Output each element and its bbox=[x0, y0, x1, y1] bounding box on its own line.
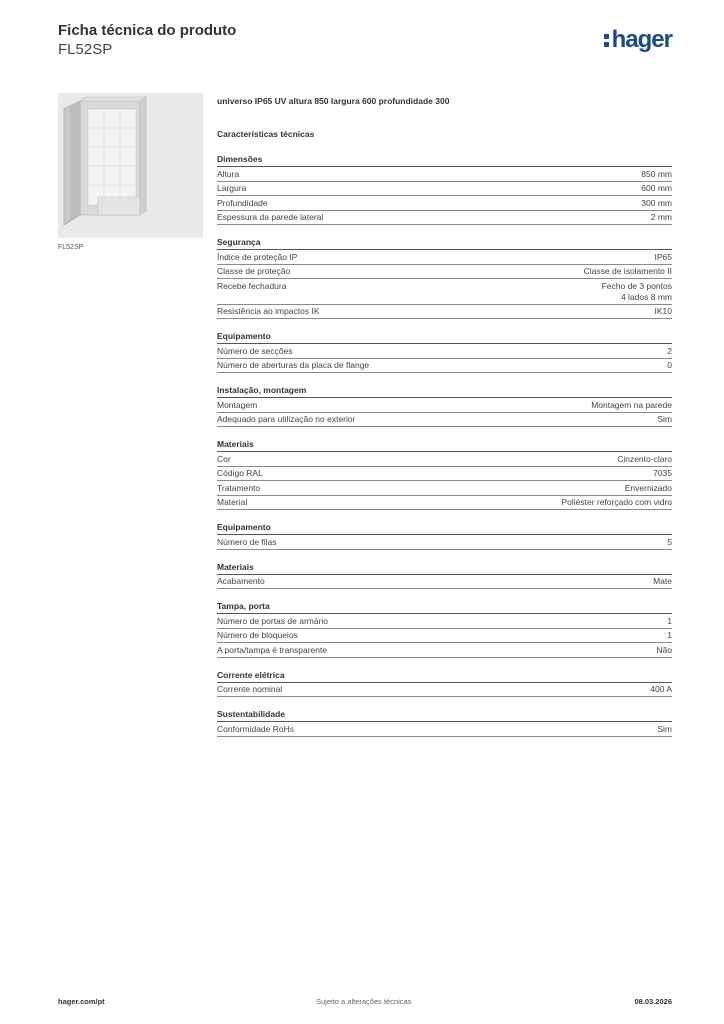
spec-row bbox=[217, 614, 672, 629]
spec-value-line: 1 bbox=[667, 615, 672, 626]
spec-value-line: 2 mm bbox=[650, 212, 672, 222]
spec-label: Acabamento bbox=[217, 576, 265, 586]
spec-label: Classe de proteção bbox=[217, 266, 291, 276]
spec-value bbox=[561, 497, 672, 508]
spec-row bbox=[217, 452, 672, 467]
spec-row bbox=[217, 279, 672, 305]
spec-label: Número de secções bbox=[217, 345, 293, 356]
spec-value bbox=[667, 537, 672, 548]
spec-value bbox=[591, 400, 672, 411]
spec-label: Adequado para utilização no exterior bbox=[217, 414, 356, 424]
spec-label: Conformidade RoHs bbox=[217, 723, 295, 734]
spec-value bbox=[667, 360, 672, 371]
section-title: Corrente elétrica bbox=[217, 670, 672, 683]
section-title: Materiais bbox=[217, 439, 672, 452]
page-footer bbox=[58, 997, 672, 1009]
spec-label: A porta/tampa é transparente bbox=[217, 644, 328, 655]
section-title: Dimensões bbox=[217, 154, 672, 167]
spec-value bbox=[641, 198, 672, 209]
spec-value bbox=[657, 724, 672, 735]
spec-value-line: 400 A bbox=[650, 684, 672, 694]
spec-row bbox=[217, 481, 672, 496]
spec-label: Material bbox=[217, 497, 248, 507]
spec-label: Espessura da parede lateral bbox=[217, 212, 324, 222]
spec-section bbox=[217, 439, 672, 510]
spec-label: Altura bbox=[217, 168, 240, 179]
spec-value bbox=[641, 169, 672, 180]
spec-value bbox=[625, 483, 672, 494]
spec-value-line: Poliéster reforçado com vidro bbox=[561, 497, 672, 507]
characteristics-title: Características técnicas bbox=[217, 129, 315, 139]
spec-value-line: IK10 bbox=[654, 306, 672, 316]
spec-label: Número de filas bbox=[217, 536, 277, 547]
spec-value-line: 300 mm bbox=[641, 197, 672, 208]
product-image bbox=[58, 93, 203, 238]
spec-row bbox=[217, 413, 672, 428]
spec-label: Número de bloqueios bbox=[217, 630, 298, 640]
spec-section bbox=[217, 601, 672, 658]
spec-label: Código RAL bbox=[217, 468, 263, 478]
spec-label: Número de portas de armário bbox=[217, 615, 329, 626]
spec-label: Montagem bbox=[217, 399, 258, 410]
section-title: Equipamento bbox=[217, 331, 672, 344]
spec-value-line: Fecho de 3 pontos bbox=[601, 280, 672, 291]
spec-label: Corrente nominal bbox=[217, 684, 283, 694]
spec-value bbox=[617, 454, 672, 465]
spec-value-line: Classe de isolamento II bbox=[583, 266, 672, 276]
spec-value bbox=[655, 306, 673, 317]
footer-website: hager.com/pt bbox=[58, 997, 105, 1006]
spec-value-line: 850 mm bbox=[641, 168, 672, 179]
spec-value-line: IP65 bbox=[654, 251, 672, 262]
spec-value-line: 600 mm bbox=[641, 183, 672, 193]
spec-section bbox=[217, 522, 672, 550]
spec-value-line: 1 bbox=[667, 630, 672, 640]
spec-value bbox=[655, 252, 673, 263]
section-title: Segurança bbox=[217, 237, 672, 250]
cabinet-illustration-icon bbox=[58, 93, 203, 238]
spec-row bbox=[217, 722, 672, 737]
spec-row bbox=[217, 196, 672, 211]
spec-value bbox=[656, 645, 672, 656]
spec-row bbox=[217, 167, 672, 182]
spec-section bbox=[217, 237, 672, 319]
spec-row bbox=[217, 182, 672, 197]
spec-value bbox=[641, 183, 672, 194]
spec-label: Cor bbox=[217, 453, 231, 464]
logo-dots-icon bbox=[604, 32, 610, 48]
spec-row bbox=[217, 398, 672, 413]
section-title: Materiais bbox=[217, 562, 672, 575]
spec-value bbox=[667, 630, 672, 641]
section-title: Equipamento bbox=[217, 522, 672, 535]
spec-section bbox=[217, 331, 672, 373]
spec-label: Tratamento bbox=[217, 482, 261, 493]
spec-label: Resistência ao impactos IK bbox=[217, 306, 320, 316]
spec-row bbox=[217, 643, 672, 658]
spec-row bbox=[217, 305, 672, 320]
spec-row bbox=[217, 211, 672, 226]
spec-value bbox=[651, 212, 672, 223]
spec-value bbox=[602, 281, 672, 303]
spec-section bbox=[217, 385, 672, 427]
spec-row bbox=[217, 250, 672, 265]
spec-label: Número de aberturas da placa de flange bbox=[217, 360, 370, 370]
section-title: Tampa, porta bbox=[217, 601, 672, 614]
spec-value-line: 0 bbox=[667, 360, 672, 370]
spec-label: Índice de proteção IP bbox=[217, 251, 298, 262]
spec-label: Recebe fechadura bbox=[217, 280, 287, 291]
spec-row bbox=[217, 344, 672, 359]
section-title: Sustentabilidade bbox=[217, 709, 672, 722]
spec-value-line: Não bbox=[656, 644, 672, 655]
spec-content bbox=[217, 96, 672, 737]
spec-row bbox=[217, 629, 672, 644]
spec-value bbox=[667, 616, 672, 627]
spec-value-line: 5 bbox=[667, 536, 672, 547]
spec-section bbox=[217, 154, 672, 225]
section-title: Instalação, montagem bbox=[217, 385, 672, 398]
spec-value bbox=[667, 346, 672, 357]
page-title: Ficha técnica do produto bbox=[58, 22, 237, 39]
spec-value-line: 2 bbox=[667, 345, 672, 356]
spec-section bbox=[217, 670, 672, 698]
spec-value-line: Mate bbox=[653, 576, 672, 586]
image-caption: FL52SP bbox=[58, 244, 84, 251]
page-header bbox=[58, 22, 672, 72]
product-description: universo IP65 UV altura 850 largura 600 profundidade 300 bbox=[217, 96, 450, 106]
spec-value-line: Envernizado bbox=[624, 482, 672, 493]
spec-value bbox=[653, 468, 672, 479]
spec-value bbox=[650, 684, 672, 695]
product-code: FL52SP bbox=[58, 41, 113, 58]
spec-row bbox=[217, 683, 672, 698]
spec-value-line: 4 lados 8 mm bbox=[620, 291, 672, 302]
spec-label: Largura bbox=[217, 183, 247, 193]
spec-value-line: 7035 bbox=[653, 468, 672, 478]
spec-row bbox=[217, 575, 672, 590]
spec-section bbox=[217, 709, 672, 737]
spec-value-line: Cinzento-claro bbox=[617, 453, 672, 464]
spec-sections bbox=[217, 154, 672, 737]
hager-logo bbox=[604, 26, 672, 54]
footer-notice: Sujeito a alterações técnicas bbox=[316, 997, 412, 1006]
spec-row bbox=[217, 467, 672, 482]
spec-value-line: Montagem na parede bbox=[591, 399, 672, 410]
spec-row bbox=[217, 359, 672, 374]
spec-row bbox=[217, 535, 672, 550]
spec-value bbox=[657, 414, 672, 425]
spec-label: Profundidade bbox=[217, 197, 268, 208]
spec-value-line: Sim bbox=[657, 414, 672, 424]
spec-value bbox=[653, 576, 672, 587]
spec-row bbox=[217, 265, 672, 280]
spec-value bbox=[584, 266, 672, 277]
spec-section bbox=[217, 562, 672, 590]
footer-date: 08.03.2026 bbox=[634, 997, 672, 1006]
logo-text: hager bbox=[611, 26, 672, 53]
spec-row bbox=[217, 496, 672, 511]
spec-value-line: Sim bbox=[657, 723, 672, 734]
